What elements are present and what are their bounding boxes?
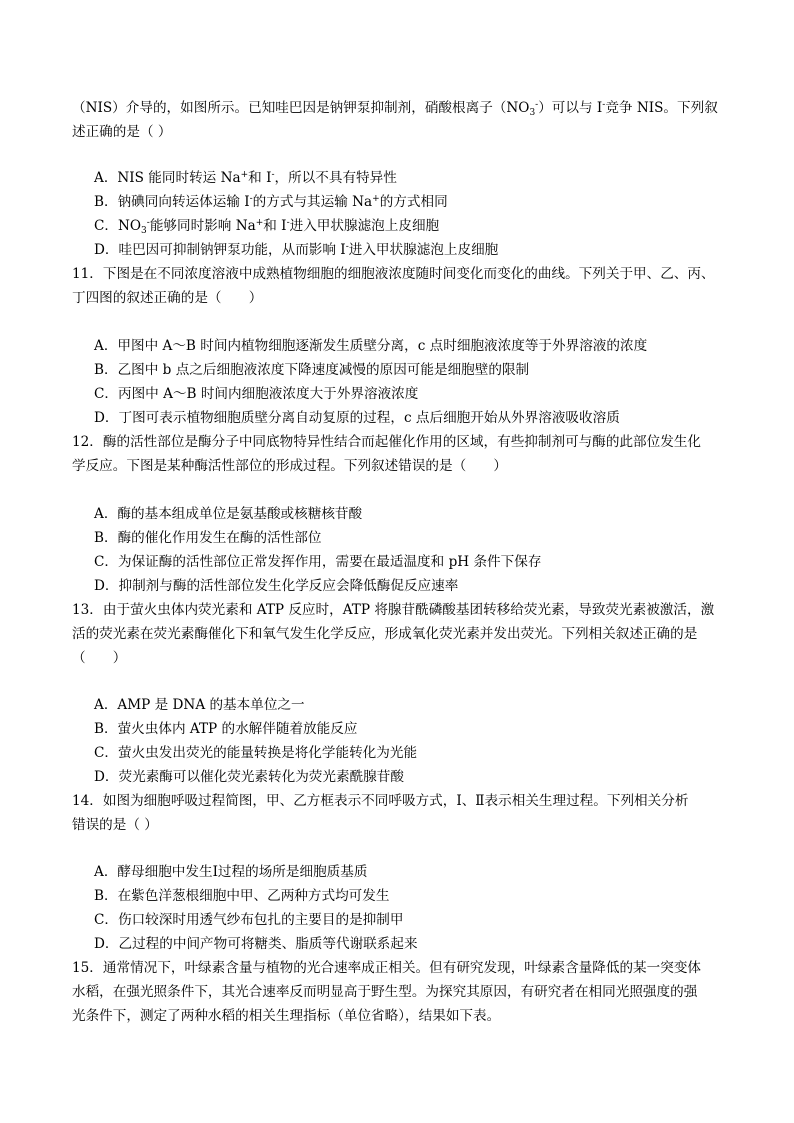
q10-stem-line1: （NIS）介导的，如图所示。已知哇巴因是钠钾泵抑制剂，硝酸根离子$(NO_3^-)$可以与 I-竞争 NIS。下列叙 <box>72 100 718 118</box>
q15-stem-line1: 15．通常情况下，叶绿素含量与植物的光合速率成正相关。但有研究发现，叶绿素含量降低的某一突变体 <box>72 960 702 976</box>
q10-stem-line2: 述正确的是（ ） <box>72 124 172 140</box>
q13-option-a: A．AMP 是 DNA 的基本单位之一 <box>94 697 305 713</box>
q15-stem-line2: 水稻，在强光照条件下，其光合速率反而明显高于野生型。为探究其原因，有研究者在相同光照强度的强 <box>72 984 698 1000</box>
q12-option-a: A．酶的基本组成单位是氨基酸或核糖核苷酸 <box>94 506 363 522</box>
q13-option-c: C．萤火虫发出荧光的能量转换是将化学能转化为光能 <box>94 745 418 761</box>
q13-stem-line3: （ ） <box>72 650 127 666</box>
q11-option-c: C．丙图中 A～B 时间内细胞液浓度大于外界溶液浓度 <box>94 386 419 402</box>
q13-stem-line1: 13．由于萤火虫体内荧光素和 ATP 反应时，ATP 将腺苷酰磷酸基团转移给荧光素，导致荧光素被激活，激 <box>72 602 715 618</box>
q14-option-d: D．乙过程的中间产物可将糖类、脂质等代谢联系起来 <box>94 936 418 952</box>
q10-option-d: D．哇巴因可抑制钠钾泵功能，从而影响 I-进入甲状腺滤泡上皮细胞 <box>94 242 499 258</box>
q13-option-d: D．荧光素酶可以催化荧光素转化为荧光素酰腺苷酸 <box>94 769 404 785</box>
q11-option-d: D．丁图可表示植物细胞质壁分离自动复原的过程，c 点后细胞开始从外界溶液吸收溶质 <box>94 410 620 426</box>
q10-option-c: C．$NO_3^-$能够同时影响 Na+和 I-进入甲状腺滤泡上皮细胞 <box>94 218 440 236</box>
q11-stem-line2: 丁四图的叙述正确的是（ ） <box>72 290 263 306</box>
q12-option-b: B．酶的催化作用发生在酶的活性部位 <box>94 530 322 546</box>
q11-stem-line1: 11．下图是在不同浓度溶液中成熟植物细胞的细胞液浓度随时间变化而变化的曲线。下列关于甲、乙、丙、 <box>72 266 715 282</box>
q15-stem-line3: 光条件下，测定了两种水稻的相关生理指标（单位省略），结果如下表。 <box>72 1008 501 1024</box>
q12-stem-line2: 学反应。下图是某种酶活性部位的形成过程。下列叙述错误的是（ ） <box>72 458 507 474</box>
q14-option-b: B．在紫色洋葱根细胞中甲、乙两种方式均可发生 <box>94 888 390 904</box>
q10-option-b: B．钠碘同向转运体运输 I-的方式与其运输 Na+的方式相同 <box>94 194 448 210</box>
q12-option-d: D．抑制剂与酶的活性部位发生化学反应会降低酶促反应速率 <box>94 578 459 594</box>
q10-option-a: A．NIS 能同时转运 Na+和 I-，所以不具有特异性 <box>94 170 397 186</box>
q13-option-b: B．萤火虫体内 ATP 的水解伴随着放能反应 <box>94 721 358 737</box>
q14-stem-line1: 14．如图为细胞呼吸过程简图，甲、乙方框表示不同呼吸方式，Ⅰ、Ⅱ表示相关生理过程。下列相关分析 <box>72 793 689 809</box>
q14-option-a: A．酵母细胞中发生Ⅰ过程的场所是细胞质基质 <box>94 864 368 880</box>
q12-option-c: C．为保证酶的活性部位正常发挥作用，需要在最适温度和 pH 条件下保存 <box>94 554 542 570</box>
q13-stem-line2: 活的荧光素在荧光素酶催化下和氧气发生化学反应，形成氧化荧光素并发出荧光。下列相关叙述正确的是 <box>72 626 698 642</box>
q11-option-a: A．甲图中 A～B 时间内植物细胞逐渐发生质壁分离，c 点时细胞液浓度等于外界溶液的浓度 <box>94 338 648 354</box>
q14-option-c: C．伤口较深时用透气纱布包扎的主要目的是抑制甲 <box>94 912 404 928</box>
q11-option-b: B．乙图中 b 点之后细胞液浓度下降速度减慢的原因可能是细胞壁的限制 <box>94 362 530 378</box>
q12-stem-line1: 12．酶的活性部位是酶分子中同底物特异性结合而起催化作用的区域，有些抑制剂可与酶的此部位发生化 <box>72 434 702 450</box>
q14-stem-line2: 错误的是（ ） <box>72 817 158 833</box>
